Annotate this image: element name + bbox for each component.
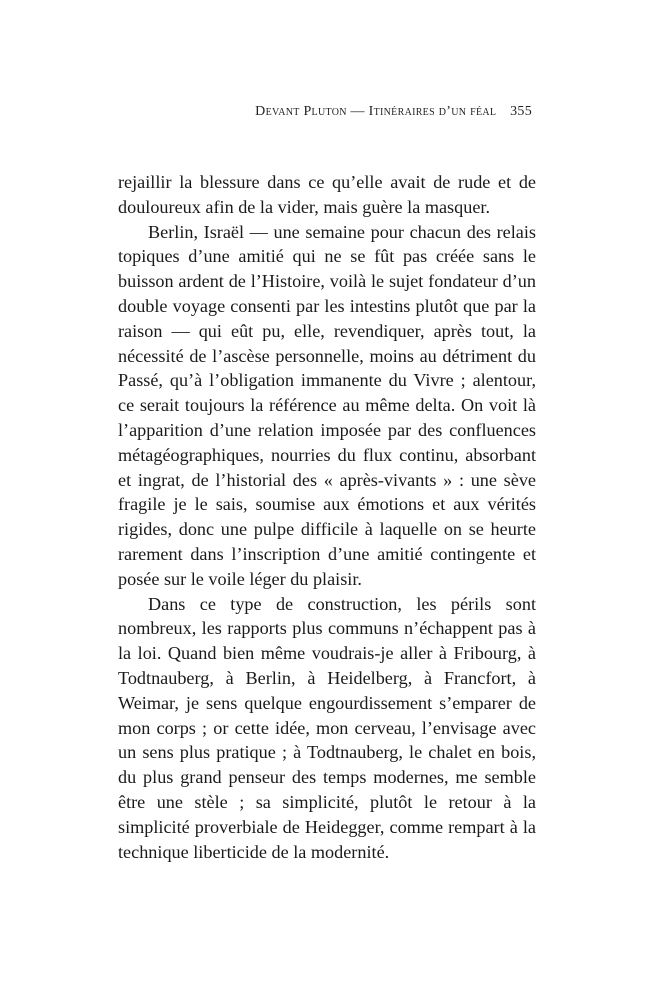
paragraph: Dans ce type de construction, les périls sont nombreux, les rapports plus communs n’échappent pas à la loi. Quand bien même voudrais-je aller à Fribourg, à Todtnauberg, à Berlin, à Heidelberg, à Francfort, à Weimar, je sens quelque engourdissement s’emparer de mon corps ; or cette idée, mon cerveau, l’envisage avec un sens plus pratique ; à Todtnauberg, le chalet en bois, du plus grand penseur des temps modernes, me semble être une stèle ; sa simplicité, plutôt le retour à la simplicité proverbiale de Heidegger, comme rempart à la technique liberticide de la modernité. — [118, 593, 536, 862]
page-number: 355 — [510, 104, 532, 119]
running-header — [255, 104, 532, 120]
body-text — [118, 170, 536, 864]
paragraph-continuation: rejaillir la blessure dans ce qu’elle avait de rude et de douloureux afin de la vider, mais guère la masquer. — [118, 172, 536, 217]
running-header-title: Devant Pluton — Itinéraires d’un féal — [255, 104, 497, 119]
paragraph: Berlin, Israël — une semaine pour chacun des relais topiques d’une amitié qui ne se fût pas créée sans le buisson ardent de l’Histoire, voilà le sujet fondateur d’un double voyage consenti par les intestins plutôt que par la raison — qui eût pu, elle, revendiquer, après tout, la nécessité de l’ascèse personnelle, moins au détriment du Passé, qu’à l’obligation immanente du Vivre ; alentour, ce serait toujours la référence au même delta. On voit là l’apparition d’une relation imposée par des confluences métagéographiques, nourries du flux continu, absorbant et ingrat, de l’historial des « après-vivants » : une sève fragile je le sais, soumise aux émotions et aux vérités rigides, donc une pulpe difficile à laquelle on se heurte rarement dans l’inscription d’une amitié contingente et posée sur le voile léger du plaisir. — [118, 221, 536, 589]
